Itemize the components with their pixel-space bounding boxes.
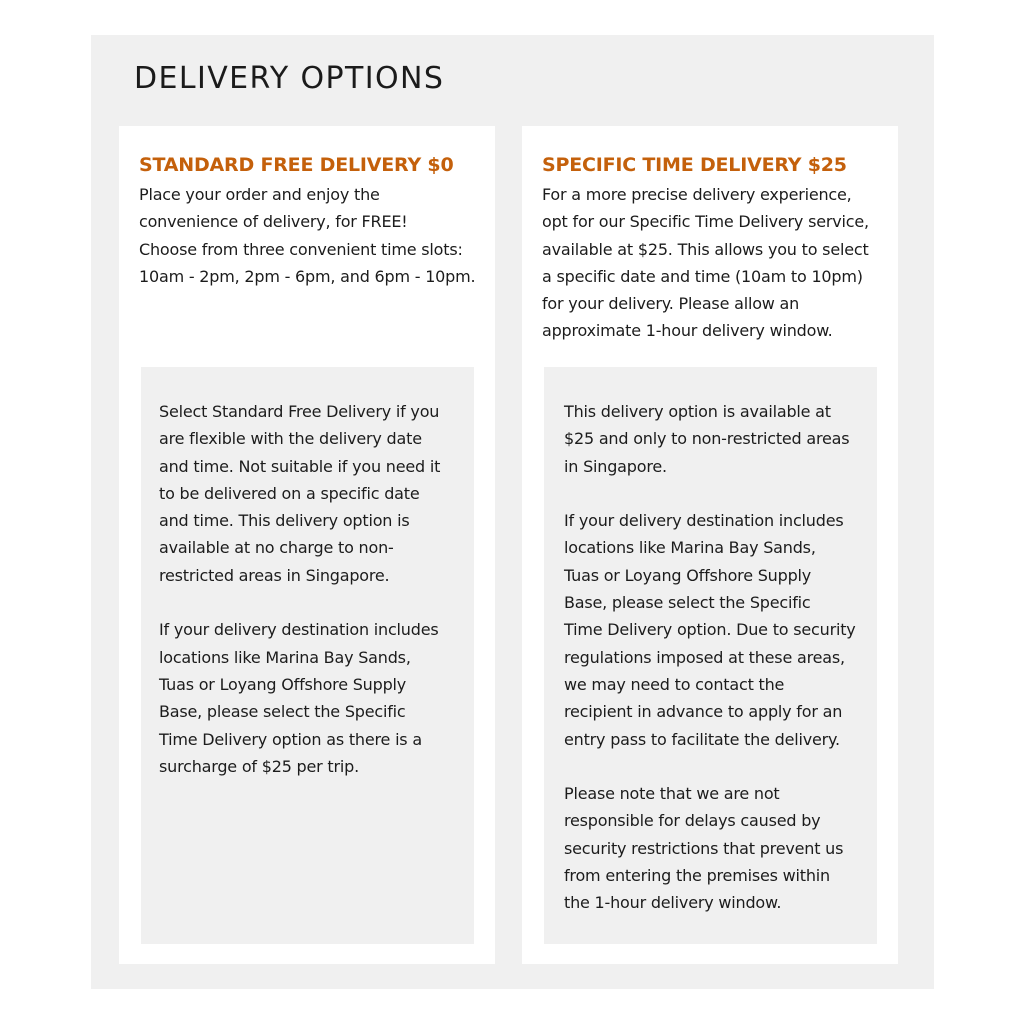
specific-time-delivery-note-box — [544, 367, 877, 944]
description-line: 10am - 2pm, 2pm - 6pm, and 6pm - 10pm. — [139, 266, 476, 286]
note-line: If your delivery destination includes — [564, 511, 844, 531]
note-line: regulations imposed at these areas, — [564, 647, 845, 667]
note-line: entry pass to facilitate the delivery. — [564, 729, 840, 749]
description-line: Place your order and enjoy the — [139, 185, 380, 204]
description-line: available at $25. This allows you to select — [542, 239, 869, 259]
description-line: approximate 1-hour delivery window. — [542, 321, 833, 341]
note-paragraph — [159, 398, 469, 589]
note-line: Base, please select the Specific — [159, 702, 406, 722]
standard-delivery-note-text — [159, 398, 469, 780]
specific-time-delivery-card — [522, 126, 898, 964]
note-line: recipient in advance to apply for an — [564, 702, 843, 722]
note-line: from entering the premises within — [564, 866, 830, 886]
note-paragraph — [159, 616, 469, 780]
specific-time-delivery-description — [542, 181, 887, 345]
note-line: are flexible with the delivery date — [159, 429, 422, 449]
note-line: and time. Not suitable if you need it — [159, 456, 441, 476]
note-line: we may need to contact the — [564, 674, 785, 694]
note-line: Tuas or Loyang Offshore Supply — [159, 674, 407, 694]
description-line: opt for our Specific Time Delivery service, — [542, 212, 869, 232]
note-paragraph — [564, 507, 874, 753]
note-line: to be delivered on a specific date — [159, 483, 420, 503]
note-line: $25 and only to non-restricted areas — [564, 429, 850, 449]
description-line: for your delivery. Please allow an — [542, 294, 800, 314]
note-line: locations like Marina Bay Sands, — [564, 538, 816, 558]
note-line: This delivery option is available at — [564, 402, 831, 421]
description-line: convenience of delivery, for FREE! — [139, 212, 408, 232]
note-line: the 1-hour delivery window. — [564, 893, 782, 913]
note-line: surcharge of $25 per trip. — [159, 756, 359, 776]
note-line: locations like Marina Bay Sands, — [159, 647, 411, 667]
description-line: a specific date and time (10am to 10pm) — [542, 266, 863, 286]
specific-time-delivery-heading: SPECIFIC TIME DELIVERY $25 — [542, 154, 847, 176]
specific-time-delivery-note-text — [564, 398, 874, 917]
note-paragraph — [564, 780, 874, 916]
note-line: in Singapore. — [564, 456, 667, 476]
standard-delivery-description — [139, 181, 484, 290]
description-line: For a more precise delivery experience, — [542, 185, 852, 204]
note-line: Time Delivery option. Due to security — [564, 620, 856, 640]
standard-delivery-card — [119, 126, 495, 964]
note-line: available at no charge to non- — [159, 538, 394, 558]
note-line: Time Delivery option as there is a — [159, 729, 422, 749]
description-line: Choose from three convenient time slots: — [139, 239, 463, 259]
standard-delivery-note-box — [141, 367, 474, 944]
page-title: DELIVERY OPTIONS — [134, 61, 445, 96]
note-line: restricted areas in Singapore. — [159, 565, 390, 585]
note-line: responsible for delays caused by — [564, 811, 821, 831]
note-line: Base, please select the Specific — [564, 593, 811, 613]
note-line: Select Standard Free Delivery if you — [159, 402, 440, 421]
delivery-options-panel — [91, 35, 934, 989]
note-line: If your delivery destination includes — [159, 620, 439, 640]
note-line: Tuas or Loyang Offshore Supply — [564, 565, 812, 585]
standard-delivery-heading: STANDARD FREE DELIVERY $0 — [139, 154, 454, 176]
note-line: and time. This delivery option is — [159, 511, 410, 531]
note-paragraph — [564, 398, 874, 480]
note-line: security restrictions that prevent us — [564, 838, 844, 858]
note-line: Please note that we are not — [564, 784, 780, 804]
